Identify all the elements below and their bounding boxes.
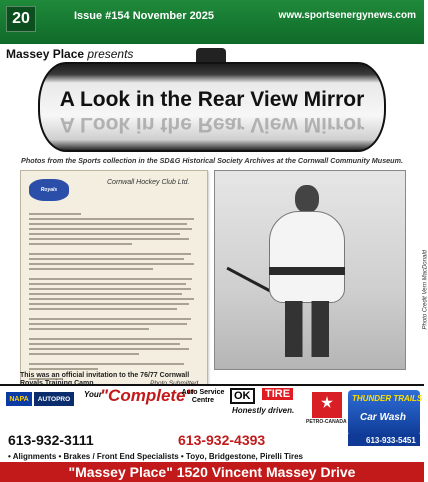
website-link[interactable]: www.sportsenergynews.com bbox=[278, 10, 416, 21]
petro-canada-label: PETRO-CANADA bbox=[306, 419, 347, 425]
page-header bbox=[0, 0, 424, 44]
jersey-stripe bbox=[269, 267, 345, 275]
article-title: A Look in the Rear View Mirror bbox=[59, 88, 365, 111]
presents-place: Massey Place bbox=[6, 47, 85, 61]
address-band: "Massey Place" 1520 Vincent Massey Drive bbox=[0, 462, 424, 482]
tire-logo: TIRE bbox=[262, 388, 293, 400]
tire-phone: 613-932-4393 bbox=[178, 432, 266, 448]
letter-club-name: Cornwall Hockey Club Ltd. bbox=[107, 179, 190, 186]
issue-label: Issue #154 November 2025 bbox=[74, 10, 215, 22]
ad-your: Your bbox=[84, 390, 102, 399]
letter-body bbox=[29, 213, 201, 383]
presents-line bbox=[6, 47, 133, 61]
hockey-player-photo bbox=[214, 170, 406, 370]
ad-honestly: Honestly driven. bbox=[232, 406, 295, 415]
player-jersey bbox=[269, 211, 345, 303]
wash-phone: 613-933-5451 bbox=[366, 436, 416, 445]
page-number: 20 bbox=[6, 6, 36, 32]
rear-view-mirror bbox=[38, 62, 386, 152]
photo-credit: Photo Credit Vern MacDonald bbox=[422, 250, 428, 330]
ad-auto-service: Auto Service Centre bbox=[181, 389, 225, 404]
ad-complete: "Complete" bbox=[100, 386, 194, 405]
autopro-logo: AUTOPRO bbox=[34, 392, 74, 406]
player-head bbox=[295, 185, 319, 213]
royals-logo: Royals bbox=[29, 179, 69, 201]
napa-logo: NAPA bbox=[6, 392, 32, 406]
player-legs bbox=[285, 301, 329, 357]
letter-caption: This was an official invitation to the 76/77 Cornwall bbox=[20, 372, 190, 379]
archive-caption: Photos from the Sports collection in the SD&G Historical Society Archives at the Cornwall Community Museum. bbox=[21, 156, 403, 165]
presents-word: presents bbox=[87, 47, 134, 61]
thunder-trails-text: THUNDER TRAILS bbox=[352, 394, 423, 403]
services-list: • Alignments • Brakes / Front End Specialists • Toyo, Bridgestone, Pirelli Tires bbox=[8, 452, 303, 461]
car-wash-text: Car Wash bbox=[360, 412, 406, 423]
ok-logo: OK bbox=[230, 388, 255, 404]
article-title-reflection: A Look in the Rear View Mirror bbox=[59, 113, 365, 136]
advertisement-strip bbox=[0, 384, 424, 480]
maple-leaf-icon bbox=[312, 392, 342, 418]
auto-phone: 613-932-3111 bbox=[8, 432, 94, 448]
